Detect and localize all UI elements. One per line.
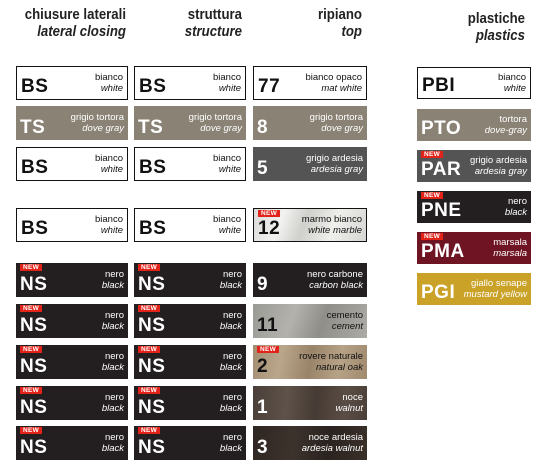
- header-structure-subtitle: structure: [184, 23, 242, 41]
- swatch-code: PGI: [421, 282, 456, 303]
- swatch-name-en: white: [218, 83, 241, 94]
- swatch-label: [299, 351, 363, 373]
- swatch-code: 1: [257, 397, 269, 418]
- swatch-top-0: [253, 66, 367, 100]
- swatch-name-en: black: [219, 321, 242, 332]
- swatch-code: BS: [139, 157, 167, 178]
- swatch-plastics-0: [417, 67, 531, 99]
- swatch-code: BS: [139, 76, 167, 97]
- swatch-name-en: black: [219, 362, 242, 373]
- swatch-name: tortora: [499, 114, 527, 125]
- swatch-name-en: ardesia gray: [474, 166, 527, 177]
- swatch-code: PBI: [422, 75, 456, 96]
- swatch-structure-4: [134, 263, 246, 297]
- swatch-name-en: white: [218, 164, 241, 175]
- swatch-label: [306, 153, 363, 175]
- swatch-name: nero: [104, 269, 124, 280]
- swatch-name: nero: [222, 351, 242, 362]
- swatch-name-en: mustard yellow: [463, 289, 527, 300]
- swatch-code: NS: [138, 315, 166, 336]
- swatch-top-3: [253, 208, 367, 242]
- swatch-plastics-4: [417, 232, 531, 264]
- swatch-name-en: dove gray: [82, 123, 124, 134]
- swatch-code: 12: [258, 218, 281, 239]
- swatch-code: NS: [138, 274, 166, 295]
- swatch-name-en: carbon black: [309, 280, 363, 291]
- swatch-structure-5: [134, 304, 246, 338]
- swatch-name-en: black: [101, 321, 124, 332]
- new-badge: NEW: [421, 233, 443, 240]
- swatch-label: [464, 278, 527, 300]
- swatch-name: grigio ardesia: [469, 155, 527, 166]
- swatch-label: [95, 72, 123, 94]
- swatch-name: nero: [104, 310, 124, 321]
- swatch-top-1: [253, 106, 367, 140]
- header-top-subtitle: top: [341, 23, 362, 41]
- swatch-name: grigio tortora: [70, 112, 124, 123]
- swatch-label: [305, 72, 362, 94]
- swatch-plastics-5: [417, 273, 531, 305]
- swatch-lateral-2: [16, 147, 128, 181]
- new-badge: NEW: [421, 192, 443, 199]
- swatch-code: 2: [257, 356, 269, 377]
- new-badge: NEW: [20, 264, 42, 271]
- swatch-code: TS: [138, 117, 164, 138]
- swatch-code: PNE: [421, 200, 462, 221]
- swatch-structure-3: [134, 208, 246, 242]
- swatch-name: marmo bianco: [301, 214, 362, 225]
- swatch-lateral-1: [16, 106, 128, 140]
- swatch-name: rovere naturale: [299, 351, 363, 362]
- swatch-label: [189, 112, 242, 134]
- new-badge: NEW: [20, 346, 42, 353]
- swatch-name-en: ardesia walnut: [301, 443, 363, 454]
- swatch-code: 8: [257, 117, 269, 138]
- swatch-lateral-7: [16, 386, 128, 420]
- swatch-name: bianco: [498, 72, 526, 83]
- swatch-code: BS: [21, 76, 49, 97]
- swatch-code: PMA: [421, 241, 465, 262]
- swatch-name: grigio tortora: [188, 112, 242, 123]
- swatch-name-en: walnut: [335, 403, 363, 414]
- swatch-name-en: black: [101, 280, 124, 291]
- swatch-plastics-3: [417, 191, 531, 223]
- swatch-name-en: cement: [331, 321, 363, 332]
- swatch-plastics-2: [417, 150, 531, 182]
- swatch-name: noce ardesia: [308, 432, 363, 443]
- swatch-name-en: white: [100, 83, 123, 94]
- swatch-name: bianco: [213, 153, 241, 164]
- swatch-name: bianco: [213, 214, 241, 225]
- swatch-code: TS: [20, 117, 46, 138]
- swatch-name-en: white marble: [308, 225, 362, 236]
- swatch-name: bianco: [95, 153, 123, 164]
- swatch-name: nero: [222, 269, 242, 280]
- swatch-name: giallo senape: [471, 278, 527, 289]
- swatch-code: 11: [257, 315, 279, 336]
- swatch-top-4: [253, 263, 367, 297]
- swatch-label: [220, 392, 242, 414]
- swatch-name: nero: [104, 351, 124, 362]
- swatch-name: cemento: [326, 310, 363, 321]
- swatch-name-en: black: [101, 403, 124, 414]
- swatch-name: bianco: [95, 72, 123, 83]
- swatch-code: 77: [258, 76, 281, 97]
- swatch-name: bianco: [213, 72, 241, 83]
- swatch-name: nero: [104, 432, 124, 443]
- swatch-lateral-8: [16, 426, 128, 460]
- swatch-name: nero carbone: [307, 269, 363, 280]
- swatch-name: noce: [342, 392, 363, 403]
- swatch-label: [310, 112, 363, 134]
- swatch-name-en: dove gray: [321, 123, 363, 134]
- swatch-code: BS: [139, 218, 167, 239]
- new-badge: NEW: [138, 346, 160, 353]
- swatch-label: [498, 72, 526, 94]
- new-badge: NEW: [20, 387, 42, 394]
- swatch-top-2: [253, 147, 367, 181]
- swatch-label: [102, 351, 124, 373]
- new-badge: NEW: [138, 305, 160, 312]
- swatch-label: [493, 237, 527, 259]
- swatch-label: [302, 432, 363, 454]
- new-badge: NEW: [258, 210, 280, 217]
- new-badge: NEW: [138, 264, 160, 271]
- header-lateral-subtitle: lateral closing: [37, 23, 126, 41]
- swatch-label: [470, 155, 527, 177]
- swatch-label: [485, 114, 527, 136]
- swatch-code: BS: [21, 157, 49, 178]
- new-badge: NEW: [138, 387, 160, 394]
- swatch-structure-6: [134, 345, 246, 379]
- new-badge: NEW: [257, 346, 279, 353]
- swatch-name-en: white: [100, 225, 123, 236]
- swatch-lateral-5: [16, 304, 128, 338]
- swatch-label: [102, 269, 124, 291]
- swatch-lateral-4: [16, 263, 128, 297]
- new-badge: NEW: [421, 151, 443, 158]
- swatch-label: [71, 112, 124, 134]
- swatch-label: [213, 153, 241, 175]
- swatch-name-en: black: [504, 207, 527, 218]
- swatch-label: [302, 214, 362, 236]
- swatch-name-en: white: [218, 225, 241, 236]
- swatch-name: grigio ardesia: [305, 153, 363, 164]
- swatch-name-en: black: [219, 280, 242, 291]
- swatch-name-en: white: [100, 164, 123, 175]
- swatch-name-en: black: [101, 362, 124, 373]
- swatch-code: PAR: [421, 159, 462, 180]
- swatch-label: [213, 72, 241, 94]
- swatch-name-en: ardesia gray: [310, 164, 363, 175]
- swatch-code: NS: [20, 356, 48, 377]
- swatch-code: NS: [138, 356, 166, 377]
- swatch-name-en: black: [219, 403, 242, 414]
- swatch-top-7: [253, 386, 367, 420]
- swatch-name: nero: [222, 432, 242, 443]
- swatch-top-6: [253, 345, 367, 379]
- swatch-name-en: dove-gray: [484, 125, 527, 136]
- new-badge: NEW: [138, 427, 160, 434]
- swatch-label: [220, 351, 242, 373]
- swatch-label: [505, 196, 527, 218]
- swatch-code: 5: [257, 158, 269, 179]
- swatch-top-8: [253, 426, 367, 460]
- swatch-code: 9: [257, 274, 269, 295]
- swatch-code: NS: [138, 437, 166, 458]
- swatch-label: [336, 392, 363, 414]
- header-structure-title: struttura: [187, 6, 242, 23]
- swatch-name-en: white: [503, 83, 526, 94]
- header-top-title: ripiano: [317, 6, 362, 23]
- new-badge: NEW: [20, 427, 42, 434]
- swatch-code: NS: [20, 274, 48, 295]
- swatch-structure-2: [134, 147, 246, 181]
- swatch-lateral-0: [16, 66, 128, 100]
- swatch-plastics-1: [417, 109, 531, 141]
- swatch-label: [102, 432, 124, 454]
- swatch-label: [95, 214, 123, 236]
- swatch-label: [307, 269, 363, 291]
- swatch-label: [220, 269, 242, 291]
- swatch-name: nero: [104, 392, 124, 403]
- swatch-name-en: black: [219, 443, 242, 454]
- swatch-name-en: dove gray: [200, 123, 242, 134]
- swatch-structure-1: [134, 106, 246, 140]
- swatch-code: NS: [138, 397, 166, 418]
- swatch-label: [220, 432, 242, 454]
- swatch-top-5: [253, 304, 367, 338]
- header-plastics-title: plastiche: [467, 10, 525, 27]
- swatch-structure-7: [134, 386, 246, 420]
- swatch-name-en: marsala: [493, 248, 527, 259]
- swatch-lateral-3: [16, 208, 128, 242]
- swatch-code: BS: [21, 218, 49, 239]
- header-plastics-subtitle: plastics: [475, 27, 525, 45]
- swatch-name: bianco opaco: [305, 72, 362, 83]
- swatch-label: [213, 214, 241, 236]
- swatch-name-en: natural oak: [315, 362, 363, 373]
- swatch-name: nero: [507, 196, 527, 207]
- header-lateral-title: chiusure laterali: [24, 6, 126, 23]
- swatch-label: [95, 153, 123, 175]
- swatch-name: grigio tortora: [309, 112, 363, 123]
- swatch-code: NS: [20, 315, 48, 336]
- new-badge: NEW: [20, 305, 42, 312]
- swatch-label: [327, 310, 363, 332]
- swatch-label: [102, 392, 124, 414]
- swatch-name-en: mat white: [321, 83, 362, 94]
- swatch-name: nero: [222, 310, 242, 321]
- swatch-structure-0: [134, 66, 246, 100]
- swatch-label: [102, 310, 124, 332]
- swatch-lateral-6: [16, 345, 128, 379]
- swatch-label: [220, 310, 242, 332]
- swatch-name: marsala: [493, 237, 527, 248]
- swatch-code: PTO: [421, 118, 462, 139]
- swatch-name-en: black: [101, 443, 124, 454]
- swatch-structure-8: [134, 426, 246, 460]
- swatch-code: NS: [20, 437, 48, 458]
- swatch-name: bianco: [95, 214, 123, 225]
- swatch-name: nero: [222, 392, 242, 403]
- swatch-code: NS: [20, 397, 48, 418]
- swatch-code: 3: [257, 437, 269, 458]
